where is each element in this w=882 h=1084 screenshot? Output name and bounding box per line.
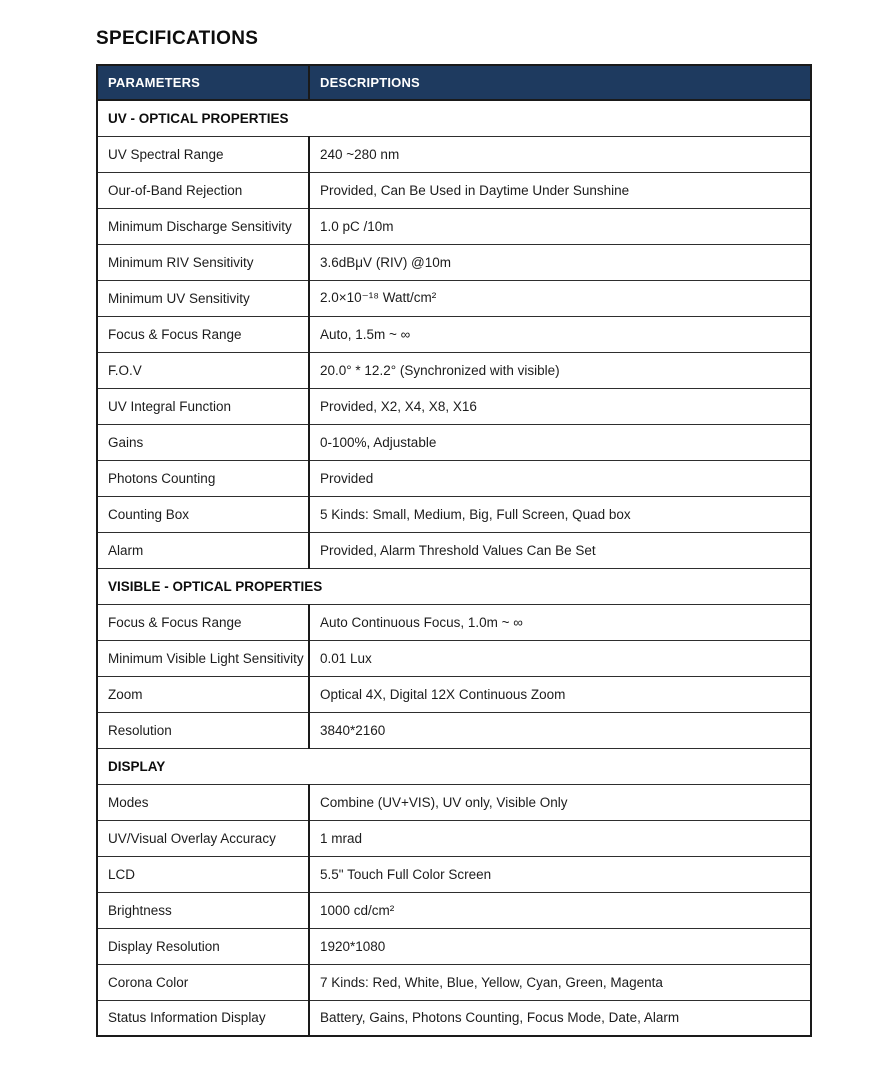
parameter-cell: Counting Box [97, 496, 309, 532]
description-cell: Provided, X2, X4, X8, X16 [309, 388, 811, 424]
parameter-cell: UV Integral Function [97, 388, 309, 424]
specifications-table [96, 64, 812, 1037]
description-cell: Battery, Gains, Photons Counting, Focus Mode, Date, Alarm [309, 1000, 811, 1036]
section-title: VISIBLE - OPTICAL PROPERTIES [97, 568, 811, 604]
description-cell: 3840*2160 [309, 712, 811, 748]
parameter-cell: Focus & Focus Range [97, 604, 309, 640]
column-header-parameters: PARAMETERS [97, 65, 309, 100]
description-cell: Auto Continuous Focus, 1.0m ~ ∞ [309, 604, 811, 640]
table-row [97, 640, 811, 676]
parameter-cell: UV/Visual Overlay Accuracy [97, 820, 309, 856]
description-cell: 2.0×10⁻¹⁸ Watt/cm² [309, 280, 811, 316]
parameter-cell: Resolution [97, 712, 309, 748]
description-cell: Auto, 1.5m ~ ∞ [309, 316, 811, 352]
table-row [97, 172, 811, 208]
parameter-cell: Focus & Focus Range [97, 316, 309, 352]
table-body [97, 100, 811, 1036]
parameter-cell: Minimum Discharge Sensitivity [97, 208, 309, 244]
description-cell: 5.5" Touch Full Color Screen [309, 856, 811, 892]
section-row [97, 100, 811, 136]
column-header-descriptions: DESCRIPTIONS [309, 65, 811, 100]
description-cell: Provided, Can Be Used in Daytime Under Sunshine [309, 172, 811, 208]
table-row [97, 388, 811, 424]
parameter-cell: Photons Counting [97, 460, 309, 496]
section-row [97, 568, 811, 604]
table-row [97, 784, 811, 820]
description-cell: 1.0 pC /10m [309, 208, 811, 244]
table-row [97, 352, 811, 388]
parameter-cell: Alarm [97, 532, 309, 568]
table-row [97, 136, 811, 172]
table-row [97, 424, 811, 460]
parameter-cell: LCD [97, 856, 309, 892]
table-row [97, 280, 811, 316]
description-cell: 20.0° * 12.2° (Synchronized with visible) [309, 352, 811, 388]
parameter-cell: Modes [97, 784, 309, 820]
table-row [97, 316, 811, 352]
description-cell: 0.01 Lux [309, 640, 811, 676]
parameter-cell: Corona Color [97, 964, 309, 1000]
description-cell: 0-100%, Adjustable [309, 424, 811, 460]
description-cell: Provided, Alarm Threshold Values Can Be Set [309, 532, 811, 568]
parameter-cell: Zoom [97, 676, 309, 712]
table-row [97, 856, 811, 892]
description-cell: 240 ~280 nm [309, 136, 811, 172]
parameter-cell: Status Information Display [97, 1000, 309, 1036]
description-cell: Provided [309, 460, 811, 496]
parameter-cell: Minimum Visible Light Sensitivity [97, 640, 309, 676]
table-row [97, 1000, 811, 1036]
description-cell: 1000 cd/cm² [309, 892, 811, 928]
description-cell: Optical 4X, Digital 12X Continuous Zoom [309, 676, 811, 712]
description-cell: Combine (UV+VIS), UV only, Visible Only [309, 784, 811, 820]
description-cell: 1 mrad [309, 820, 811, 856]
page-title: SPECIFICATIONS [96, 28, 259, 49]
parameter-cell: Our-of-Band Rejection [97, 172, 309, 208]
parameter-cell: F.O.V [97, 352, 309, 388]
table-row [97, 676, 811, 712]
table-row [97, 928, 811, 964]
table-row [97, 460, 811, 496]
section-row [97, 748, 811, 784]
parameter-cell: Display Resolution [97, 928, 309, 964]
description-cell: 5 Kinds: Small, Medium, Big, Full Screen, Quad box [309, 496, 811, 532]
table-row [97, 244, 811, 280]
table-row [97, 532, 811, 568]
section-title: UV - OPTICAL PROPERTIES [97, 100, 811, 136]
table-row [97, 820, 811, 856]
description-cell: 7 Kinds: Red, White, Blue, Yellow, Cyan, Green, Magenta [309, 964, 811, 1000]
parameter-cell: Gains [97, 424, 309, 460]
description-cell: 3.6dBμV (RIV) @10m [309, 244, 811, 280]
table-header-row [97, 65, 811, 100]
parameter-cell: Minimum RIV Sensitivity [97, 244, 309, 280]
table-row [97, 712, 811, 748]
table-row [97, 892, 811, 928]
table-row [97, 496, 811, 532]
section-title: DISPLAY [97, 748, 811, 784]
parameter-cell: Brightness [97, 892, 309, 928]
table-row [97, 604, 811, 640]
parameter-cell: Minimum UV Sensitivity [97, 280, 309, 316]
table-row [97, 964, 811, 1000]
table-row [97, 208, 811, 244]
description-cell: 1920*1080 [309, 928, 811, 964]
parameter-cell: UV Spectral Range [97, 136, 309, 172]
